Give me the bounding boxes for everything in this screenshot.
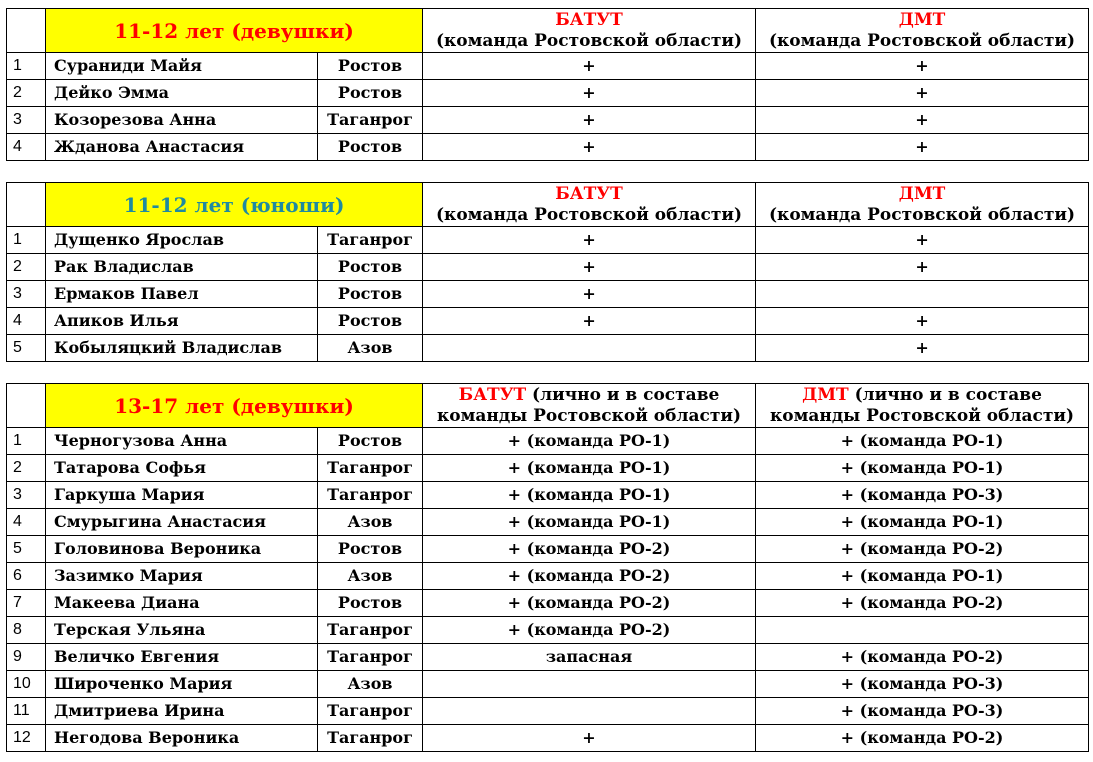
row-number: 5 xyxy=(7,536,46,563)
athlete-name: Величко Евгения xyxy=(46,644,318,671)
row-number: 6 xyxy=(7,563,46,590)
group-title: 13-17 лет (девушки) xyxy=(46,384,423,428)
athlete-name: Апиков Илья xyxy=(46,308,318,335)
athlete-city: Таганрог xyxy=(318,227,423,254)
row-number: 4 xyxy=(7,509,46,536)
athlete-name: Сураниди Майя xyxy=(46,53,318,80)
batut-entry: + (команда РО-2) xyxy=(423,617,756,644)
athlete-city: Таганрог xyxy=(318,107,423,134)
column-header-dmt-red: ДМТ xyxy=(898,183,946,204)
table-row xyxy=(7,590,1089,617)
table-row xyxy=(7,107,1089,134)
row-number: 11 xyxy=(7,698,46,725)
athlete-name: Рак Владислав xyxy=(46,254,318,281)
athlete-name: Макеева Диана xyxy=(46,590,318,617)
athlete-city: Ростов xyxy=(318,254,423,281)
row-number: 3 xyxy=(7,281,46,308)
athlete-city: Таганрог xyxy=(318,617,423,644)
athlete-name: Терская Ульяна xyxy=(46,617,318,644)
group-title: 11-12 лет (юноши) xyxy=(46,183,423,227)
athlete-city: Таганрог xyxy=(318,482,423,509)
dmt-entry: + (команда РО-2) xyxy=(756,644,1089,671)
batut-entry: + xyxy=(423,53,756,80)
athlete-city: Ростов xyxy=(318,53,423,80)
athlete-city: Ростов xyxy=(318,80,423,107)
dmt-entry xyxy=(756,281,1089,308)
athlete-name: Негодова Вероника xyxy=(46,725,318,752)
dmt-entry: + xyxy=(756,80,1089,107)
dmt-entry: + xyxy=(756,335,1089,362)
table-row xyxy=(7,617,1089,644)
row-number: 1 xyxy=(7,428,46,455)
athlete-city: Ростов xyxy=(318,428,423,455)
athlete-name: Козорезова Анна xyxy=(46,107,318,134)
column-header-dmt-black-line1: (лично и в составе xyxy=(848,384,1042,405)
athlete-city: Таганрог xyxy=(318,725,423,752)
row-number: 4 xyxy=(7,134,46,161)
athlete-city: Ростов xyxy=(318,134,423,161)
batut-entry: + (команда РО-1) xyxy=(423,509,756,536)
dmt-entry: + xyxy=(756,134,1089,161)
column-header-batut-black: (команда Ростовской области) xyxy=(436,204,743,225)
table-row xyxy=(7,725,1089,752)
table-header-row xyxy=(7,9,1089,53)
dmt-entry: + xyxy=(756,254,1089,281)
row-number: 8 xyxy=(7,617,46,644)
column-header-dmt-red: ДМТ xyxy=(898,9,946,30)
column-header-batut-black: (команда Ростовской области) xyxy=(435,30,743,51)
athlete-city: Таганрог xyxy=(318,644,423,671)
column-header-dmt xyxy=(756,183,1089,227)
athlete-name: Татарова Софья xyxy=(46,455,318,482)
column-header-dmt xyxy=(756,9,1089,53)
batut-entry: + xyxy=(423,107,756,134)
batut-entry: запасная xyxy=(423,644,756,671)
athlete-name: Дущенко Ярослав xyxy=(46,227,318,254)
athlete-name: Кобыляцкий Владислав xyxy=(46,335,318,362)
table-row xyxy=(7,53,1089,80)
dmt-entry: + xyxy=(756,107,1089,134)
table-row xyxy=(7,698,1089,725)
batut-entry: + xyxy=(423,725,756,752)
batut-entry: + (команда РО-2) xyxy=(423,563,756,590)
table-row xyxy=(7,482,1089,509)
table-body xyxy=(7,183,1089,362)
dmt-entry: + xyxy=(756,53,1089,80)
table-body xyxy=(7,9,1089,161)
batut-entry: + (команда РО-1) xyxy=(423,455,756,482)
row-number: 12 xyxy=(7,725,46,752)
column-header-batut xyxy=(423,9,756,53)
batut-entry: + (команда РО-2) xyxy=(423,536,756,563)
dmt-entry: + (команда РО-1) xyxy=(756,455,1089,482)
batut-entry: + xyxy=(423,227,756,254)
column-header-dmt-black: (команда Ростовской области) xyxy=(769,204,1076,225)
dmt-entry: + xyxy=(756,227,1089,254)
table-header-row xyxy=(7,384,1089,428)
table-row xyxy=(7,644,1089,671)
row-number: 1 xyxy=(7,227,46,254)
athlete-city: Азов xyxy=(318,563,423,590)
dmt-entry xyxy=(756,617,1089,644)
table-row xyxy=(7,308,1089,335)
athlete-city: Азов xyxy=(318,671,423,698)
athlete-city: Ростов xyxy=(318,536,423,563)
dmt-entry: + (команда РО-1) xyxy=(756,563,1089,590)
column-header-dmt-black-line2: команды Ростовской области) xyxy=(770,405,1074,426)
row-number: 9 xyxy=(7,644,46,671)
column-header-batut-red: БАТУТ xyxy=(458,384,527,405)
row-number: 3 xyxy=(7,107,46,134)
column-header-dmt-black: (команда Ростовской области) xyxy=(768,30,1076,51)
dmt-entry: + (команда РО-2) xyxy=(756,536,1089,563)
dmt-entry: + (команда РО-2) xyxy=(756,725,1089,752)
row-number: 3 xyxy=(7,482,46,509)
column-header-dmt xyxy=(756,384,1089,428)
table-row xyxy=(7,80,1089,107)
header-number-cell xyxy=(7,183,46,227)
batut-entry: + xyxy=(423,134,756,161)
table-header-row xyxy=(7,183,1089,227)
dmt-entry: + (команда РО-2) xyxy=(756,590,1089,617)
athlete-name: Смурыгина Анастасия xyxy=(46,509,318,536)
row-number: 10 xyxy=(7,671,46,698)
table-row xyxy=(7,455,1089,482)
batut-entry xyxy=(423,698,756,725)
roster-table-girls-13-17 xyxy=(6,383,1089,752)
dmt-entry: + (команда РО-3) xyxy=(756,482,1089,509)
column-header-batut-black-line1: (лично и в составе xyxy=(526,384,720,405)
table-row xyxy=(7,254,1089,281)
athlete-name: Головинова Вероника xyxy=(46,536,318,563)
batut-entry: + (команда РО-2) xyxy=(423,590,756,617)
batut-entry xyxy=(423,671,756,698)
athlete-name: Жданова Анастасия xyxy=(46,134,318,161)
batut-entry: + (команда РО-1) xyxy=(423,482,756,509)
athlete-city: Таганрог xyxy=(318,698,423,725)
dmt-entry: + (команда РО-3) xyxy=(756,698,1089,725)
athlete-name: Гаркуша Мария xyxy=(46,482,318,509)
row-number: 2 xyxy=(7,80,46,107)
athlete-city: Ростов xyxy=(318,281,423,308)
athlete-city: Таганрог xyxy=(318,455,423,482)
dmt-entry: + (команда РО-3) xyxy=(756,671,1089,698)
table-row xyxy=(7,335,1089,362)
table-row xyxy=(7,227,1089,254)
table-row xyxy=(7,536,1089,563)
column-header-batut-red: БАТУТ xyxy=(555,183,623,204)
table-row xyxy=(7,563,1089,590)
row-number: 2 xyxy=(7,455,46,482)
athlete-name: Широченко Мария xyxy=(46,671,318,698)
row-number: 7 xyxy=(7,590,46,617)
batut-entry: + xyxy=(423,254,756,281)
athlete-name: Черногузова Анна xyxy=(46,428,318,455)
athlete-city: Азов xyxy=(318,509,423,536)
athlete-city: Ростов xyxy=(318,308,423,335)
column-header-batut-red: БАТУТ xyxy=(555,9,623,30)
batut-entry: + xyxy=(423,281,756,308)
column-header-batut xyxy=(423,183,756,227)
column-header-dmt-red: ДМТ xyxy=(802,384,849,405)
table-row xyxy=(7,281,1089,308)
group-title: 11-12 лет (девушки) xyxy=(46,9,423,53)
table-row xyxy=(7,134,1089,161)
row-number: 1 xyxy=(7,53,46,80)
batut-entry: + xyxy=(423,80,756,107)
row-number: 4 xyxy=(7,308,46,335)
table-body xyxy=(7,384,1089,752)
row-number: 2 xyxy=(7,254,46,281)
column-header-batut-black-line2: команды Ростовской области) xyxy=(437,405,741,426)
table-row xyxy=(7,671,1089,698)
roster-table-boys-11-12 xyxy=(6,182,1089,362)
batut-entry: + xyxy=(423,308,756,335)
athlete-city: Азов xyxy=(318,335,423,362)
athlete-name: Зазимко Мария xyxy=(46,563,318,590)
column-header-batut xyxy=(423,384,756,428)
table-row xyxy=(7,509,1089,536)
athlete-name: Дмитриева Ирина xyxy=(46,698,318,725)
batut-entry: + (команда РО-1) xyxy=(423,428,756,455)
dmt-entry: + (команда РО-1) xyxy=(756,509,1089,536)
athlete-city: Ростов xyxy=(318,590,423,617)
athlete-name: Дейко Эмма xyxy=(46,80,318,107)
athlete-name: Ермаков Павел xyxy=(46,281,318,308)
batut-entry xyxy=(423,335,756,362)
roster-table-girls-11-12 xyxy=(6,8,1089,161)
dmt-entry: + (команда РО-1) xyxy=(756,428,1089,455)
row-number: 5 xyxy=(7,335,46,362)
header-number-cell xyxy=(7,9,46,53)
table-row xyxy=(7,428,1089,455)
dmt-entry: + xyxy=(756,308,1089,335)
header-number-cell xyxy=(7,384,46,428)
